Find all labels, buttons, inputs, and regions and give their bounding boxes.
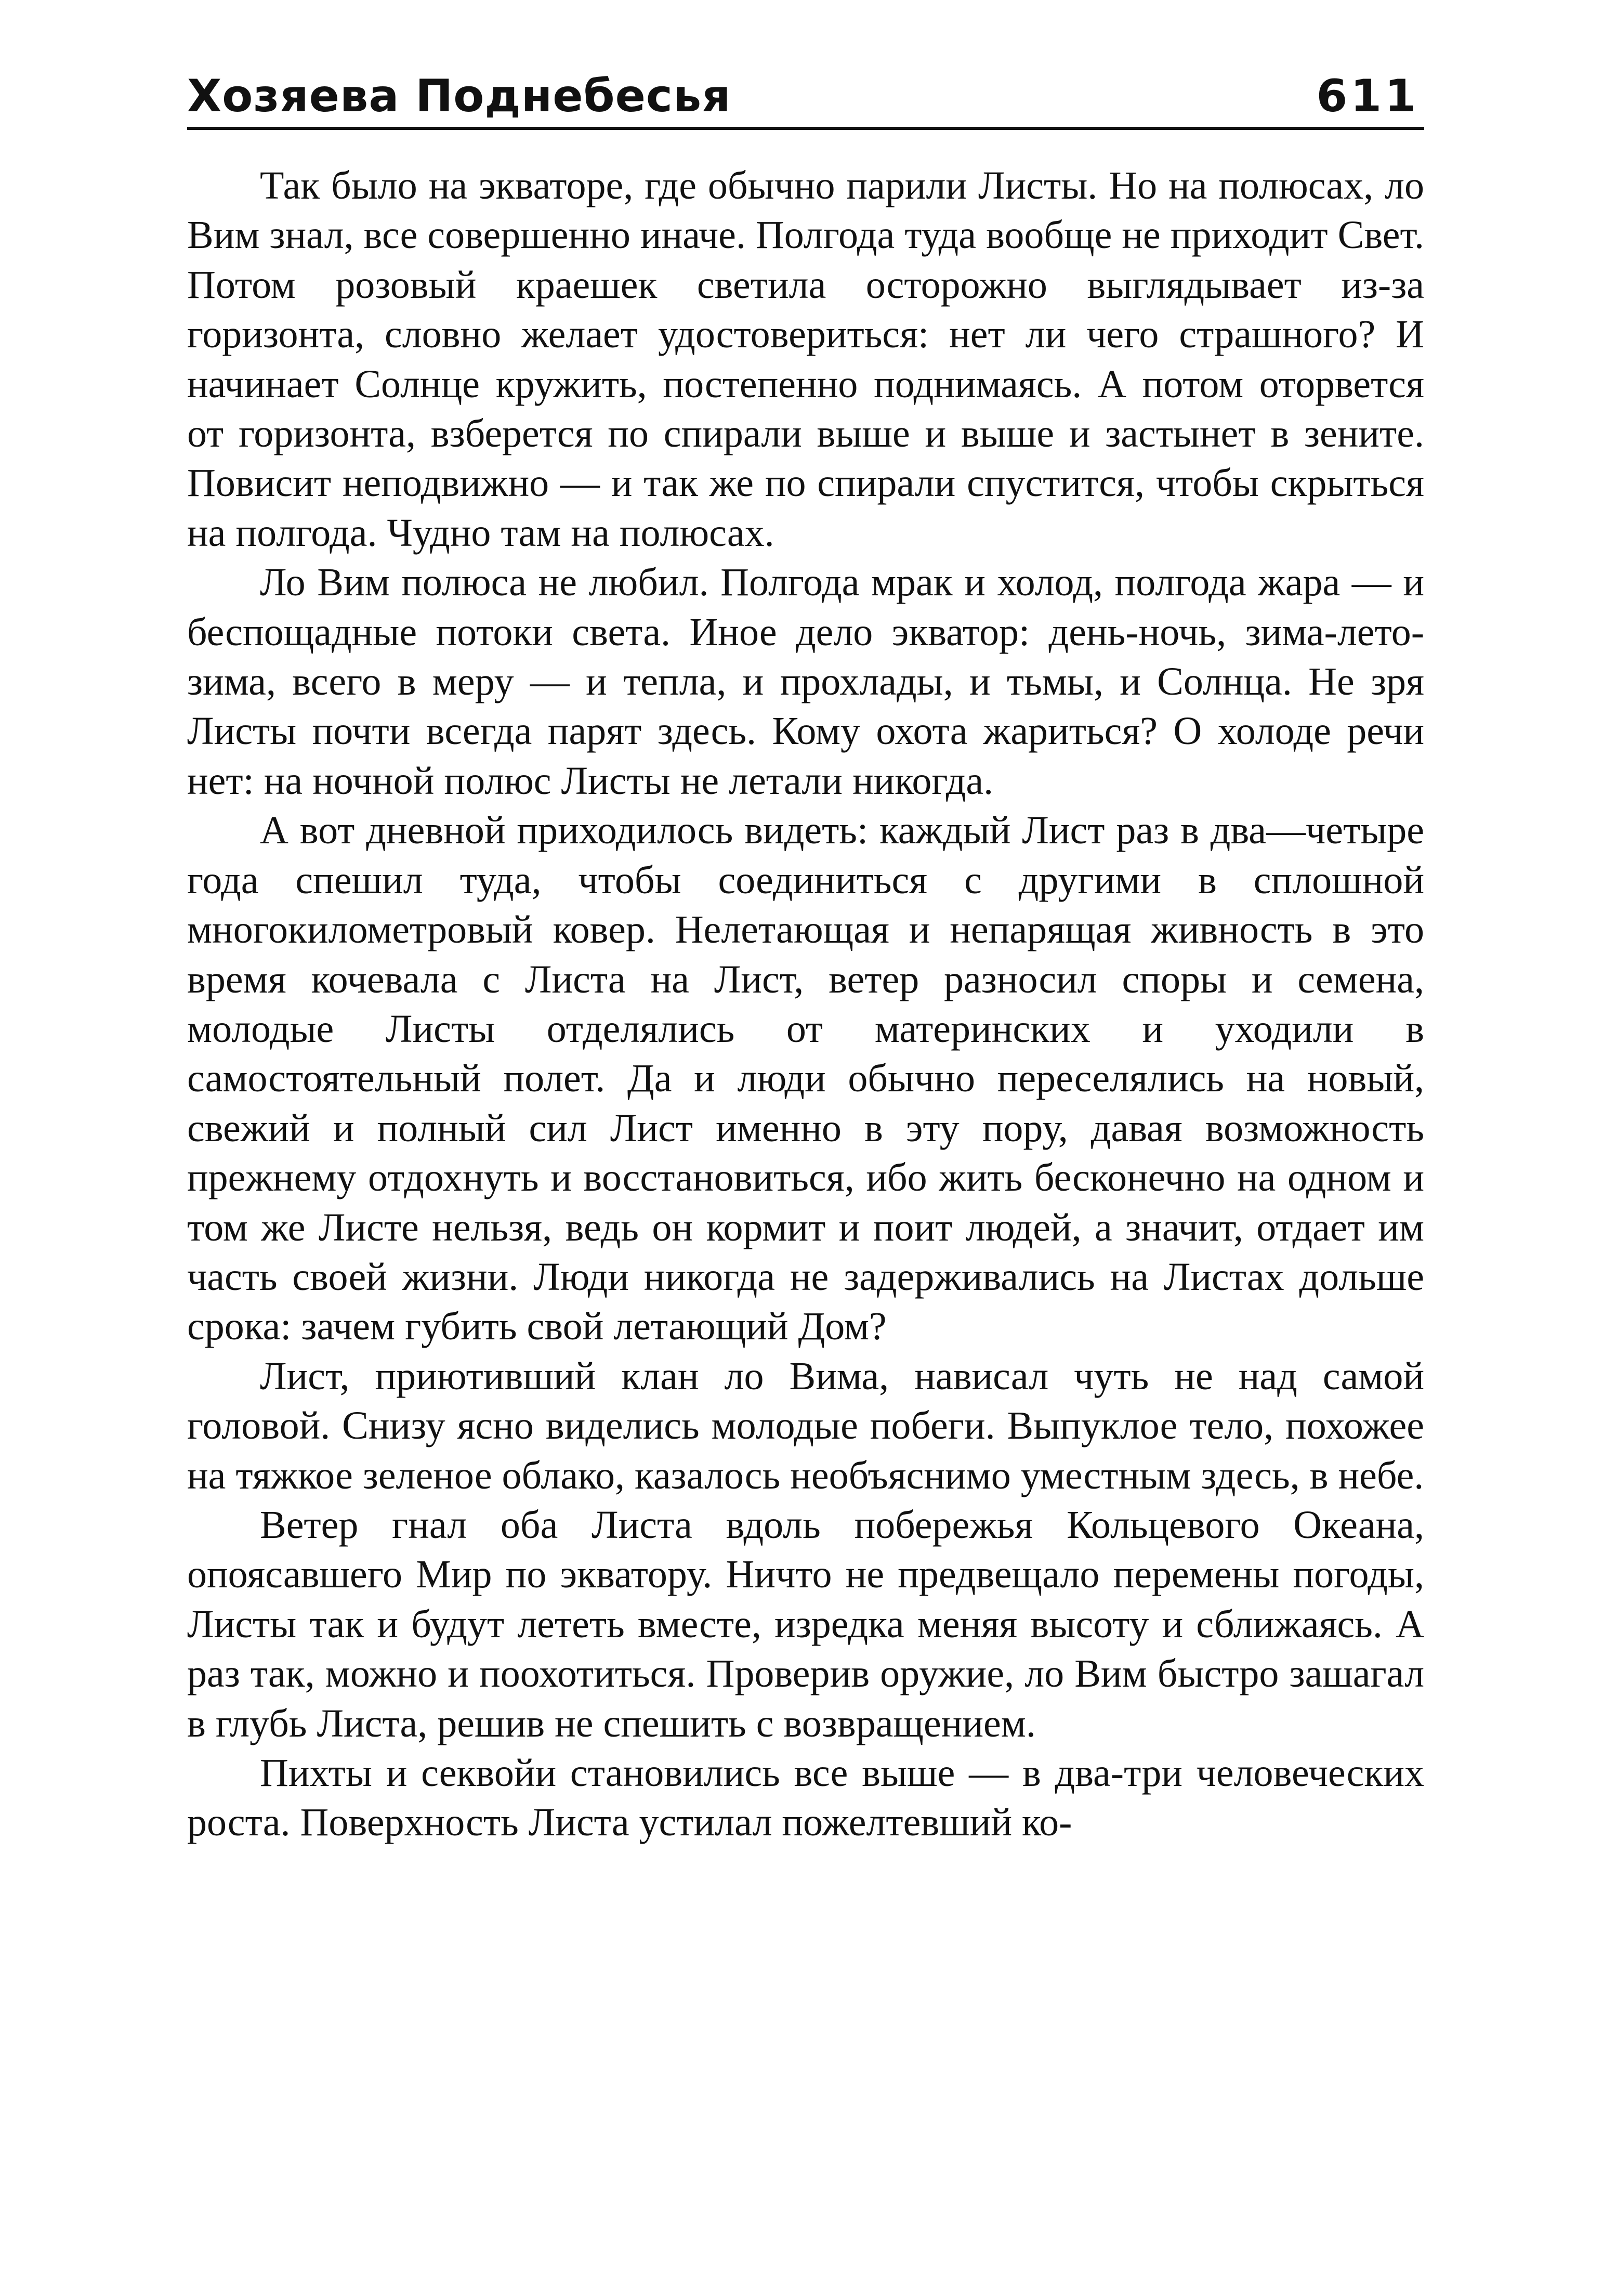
paragraph: Ветер гнал оба Листа вдоль побережья Кольцевого Океана, опоясавшего Мир по экватору. Ничто не предвещало перемены погоды, Листы так и будут лететь вместе, изредка меняя высоту и сближаясь. А раз так, можно и поохотиться. Проверив оружие, ло Вим быстро зашагал в глубь Листа, решив не спешить с возвращением. xyxy=(187,1503,1424,1745)
running-header xyxy=(187,52,1424,130)
paragraph: Ло Вим полюса не любил. Полгода мрак и холод, полгода жара — и беспощадные потоки света. Иное дело экватор: день-ночь, зима-лето-зима, всего в меру — и тепла, и прохлады, и тьмы, и Солнца. Не зря Листы почти всегда парят здесь. Кому охота жариться? О холоде речи нет: на ночной полюс Листы не летали никогда. xyxy=(187,560,1424,803)
paragraph: Так было на экваторе, где обычно парили Листы. Но на полюсах, ло Вим знал, все совершенно иначе. Полгода туда вообще не приходит Свет. Потом розовый краешек светила осторожно выглядывает из-за горизонта, словно желает удостовериться: нет ли чего страшного? И начинает Солнце кружить, постепенно поднимаясь. А потом оторвется от горизонта, взберется по спирали выше и выше и застынет в зените. Повисит неподвижно — и так же по спирали спустится, чтобы скрыться на полгода. Чудно там на полюсах. xyxy=(187,164,1424,555)
book-page xyxy=(187,52,1424,2236)
paragraph: Пихты и секвойи становились все выше — в два-три человеческих роста. Поверхность Листа устилал пожелтевший ко- xyxy=(187,1751,1424,1845)
page-number: 611 xyxy=(1316,70,1419,122)
body-text xyxy=(187,161,1424,1848)
running-title: Хозяева Поднебесья xyxy=(187,70,731,122)
paragraph: Лист, приютивший клан ло Вима, нависал чуть не над самой головой. Снизу ясно виделись молодые побеги. Выпуклое тело, похожее на тяжкое зеленое облако, казалось необъяснимо уместным здесь, в небе. xyxy=(187,1354,1424,1497)
paragraph: А вот дневной приходилось видеть: каждый Лист раз в два—четыре года спешил туда, чтобы соединиться с другими в сплошной многокилометровый ковер. Нелетающая и непарящая живность в это время кочевала с Листа на Лист, ветер разносил споры и семена, молодые Листы отделялись от материнских и уходили в самостоятельный полет. Да и люди обычно переселялись на новый, свежий и полный сил Лист именно в эту пору, давая возможность прежнему отдохнуть и восстановиться, ибо жить бесконечно на одном и том же Листе нельзя, ведь он кормит и поит людей, а значит, отдает им часть своей жизни. Люди никогда не задерживались на Листах дольше срока: зачем губить свой летающий Дом? xyxy=(187,808,1424,1349)
